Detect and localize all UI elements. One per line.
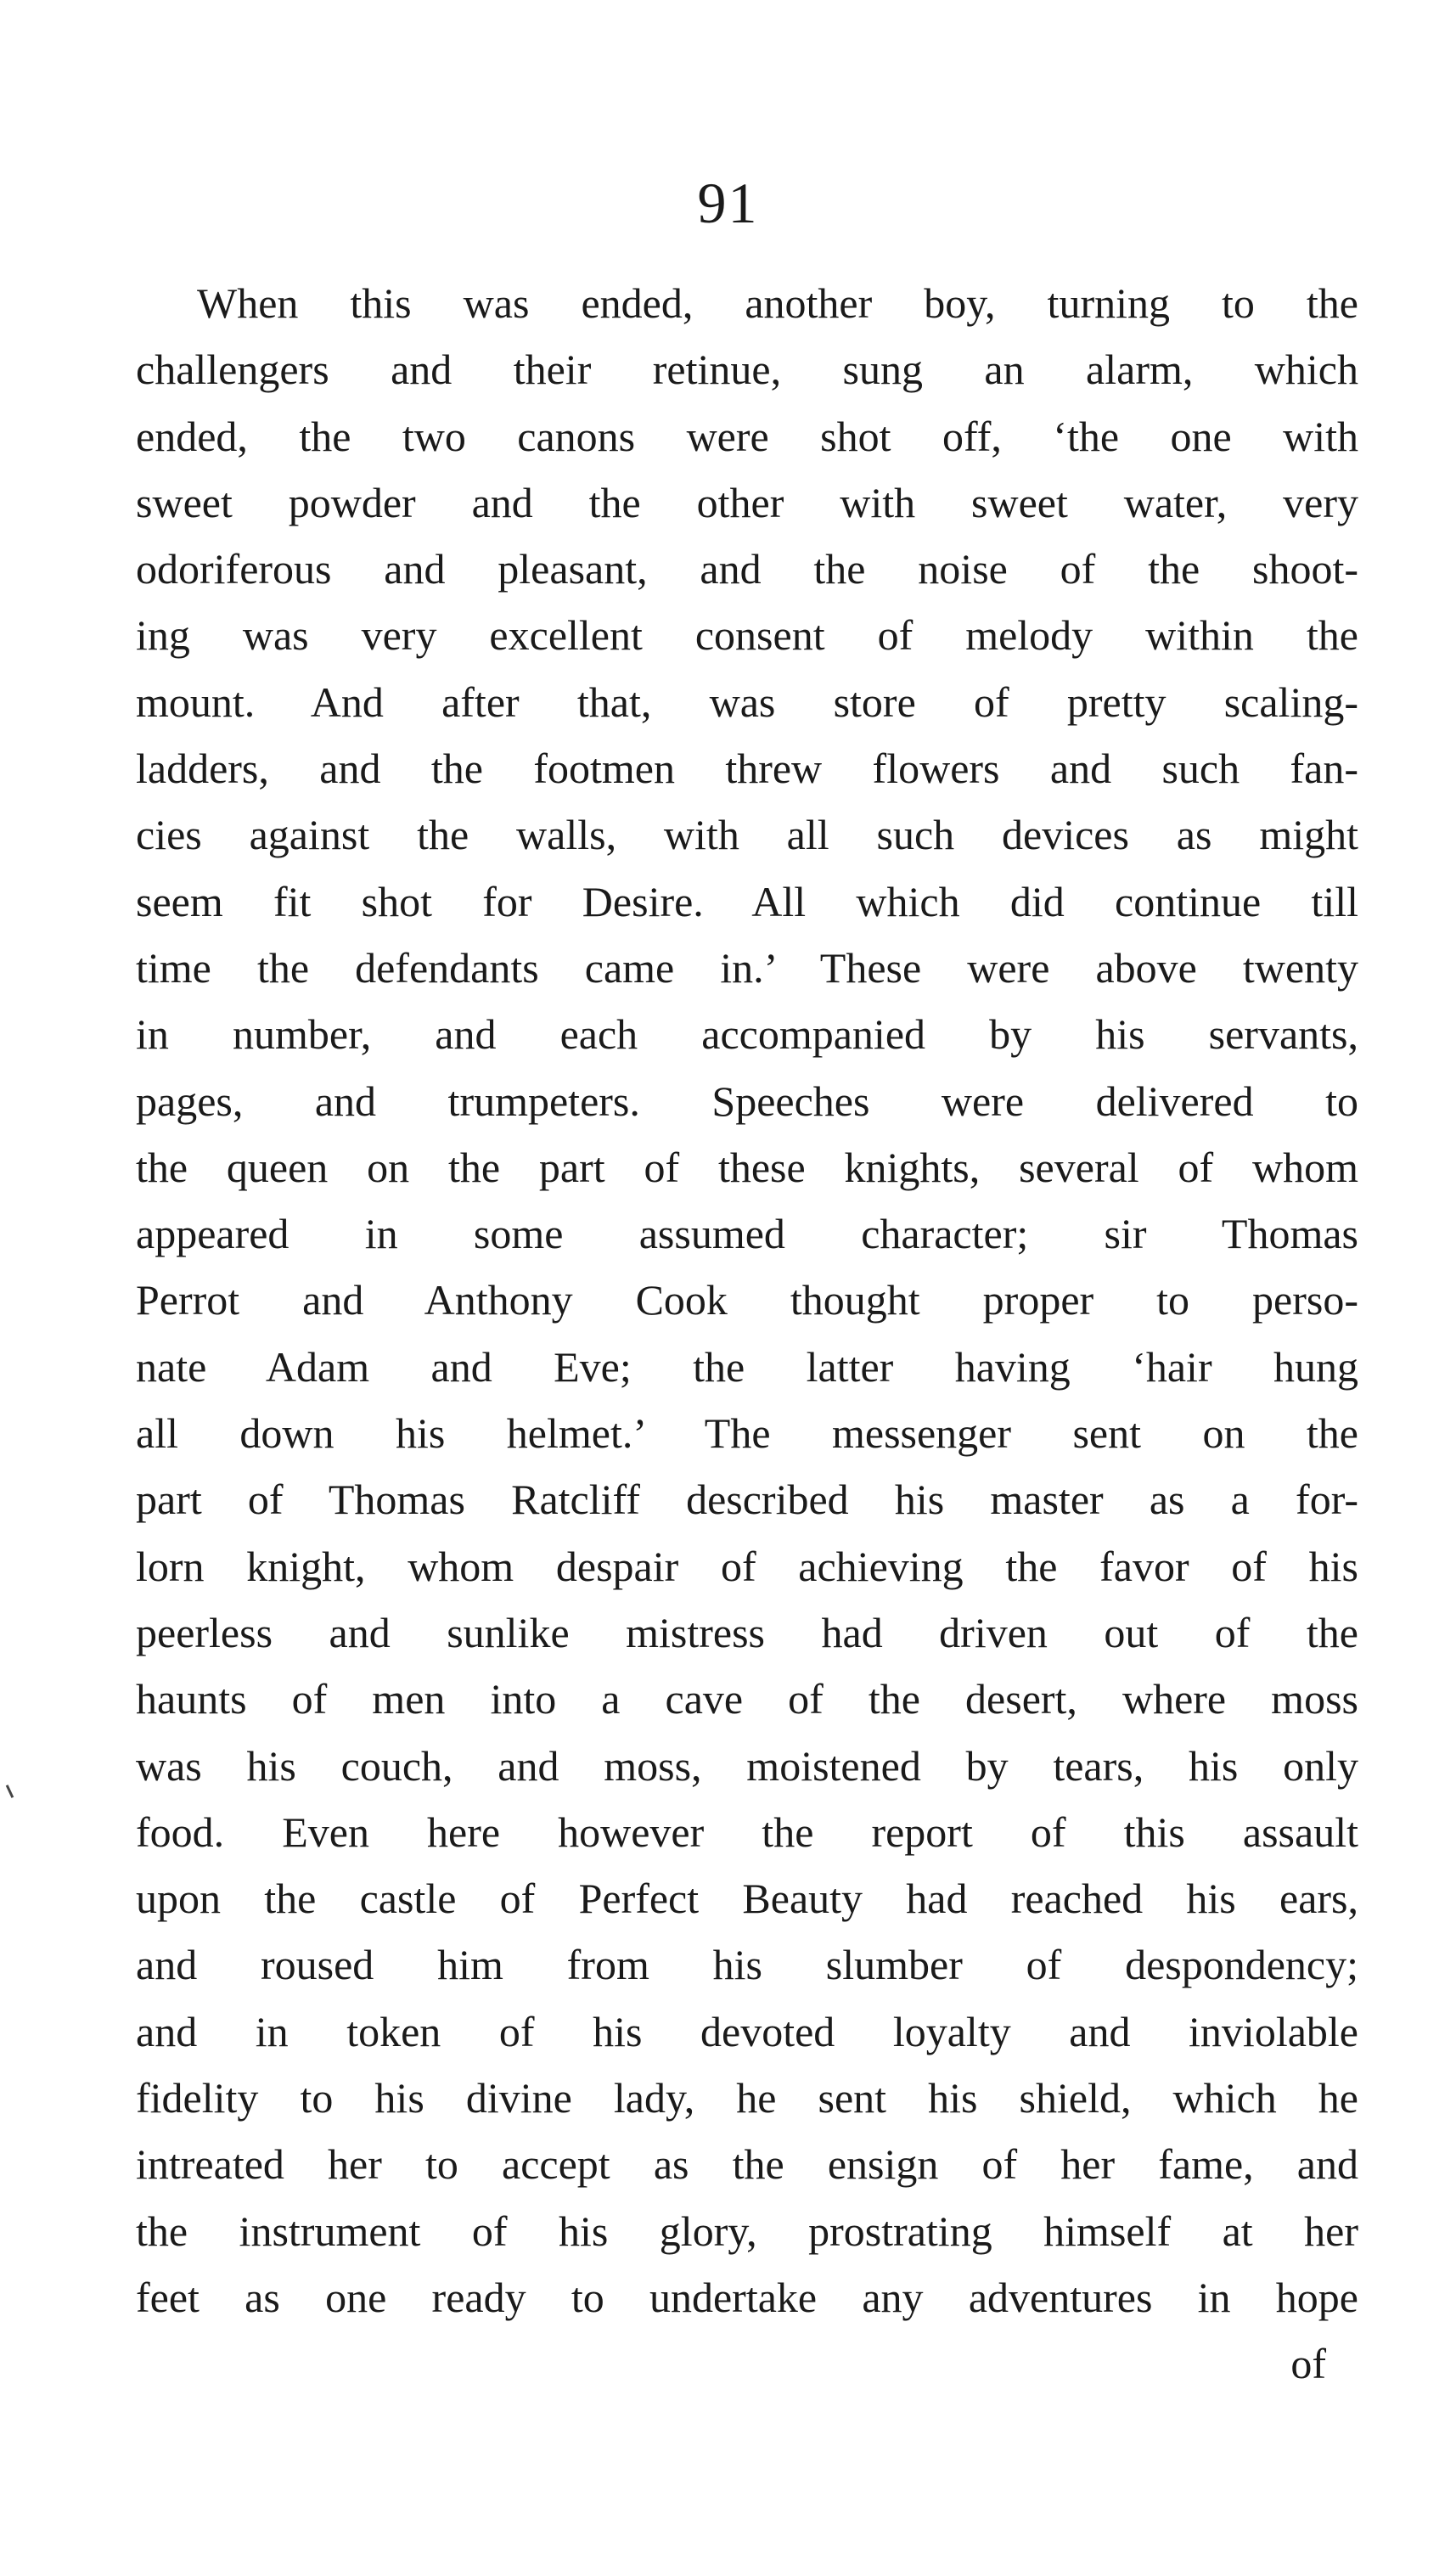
text-line: peerless and sunlike mistress had driven out of the xyxy=(136,1608,1358,1656)
text-line: the instrument of his glory, prostrating himself at her xyxy=(136,2207,1358,2255)
text-line: all down his helmet.’ The messenger sent on the xyxy=(136,1409,1358,1458)
text-line: fidelity to his divine lady, he sent his shield, which he xyxy=(136,2074,1358,2122)
text-line: food. Even here however the report of this assault xyxy=(136,1807,1358,1856)
text-line: upon the castle of Perfect Beauty had reached his ears, xyxy=(136,1875,1358,1923)
text-line: in number, and each accompanied by his servants, xyxy=(136,1010,1358,1059)
margin-mark xyxy=(6,1785,14,1798)
text-line: ended, the two canons were shot off, ‘the one with xyxy=(136,412,1358,460)
text-line: ing was very excellent consent of melody within the xyxy=(136,611,1358,660)
text-line: Perrot and Anthony Cook thought proper to perso- xyxy=(136,1276,1358,1324)
text-line: feet as one ready to undertake any adventures in hope xyxy=(136,2273,1358,2321)
page-number: 91 xyxy=(697,171,759,235)
text-line: challengers and their retinue, sung an alarm, which xyxy=(136,346,1358,394)
text-line: nate Adam and Eve; the latter having ‘hair hung xyxy=(136,1342,1358,1391)
text-line: intreated her to accept as the ensign of her fame, and xyxy=(136,2140,1358,2189)
text-line: sweet powder and the other with sweet water, very xyxy=(136,478,1358,526)
text-line: When this was ended, another boy, turning to the xyxy=(197,279,1358,327)
text-line: and roused him from his slumber of despondency; xyxy=(136,1941,1358,1989)
catchword: of xyxy=(1290,2340,1326,2388)
text-line: appeared in some assumed character; sir Thomas xyxy=(136,1210,1358,1258)
text-line: the queen on the part of these knights, several of whom xyxy=(136,1143,1358,1191)
text-line: odoriferous and pleasant, and the noise of the shoot- xyxy=(136,545,1358,593)
body-text xyxy=(136,270,1358,2398)
text-line: was his couch, and moss, moistened by tears, his only xyxy=(136,1741,1358,1790)
text-line: and in token of his devoted loyalty and inviolable xyxy=(136,2007,1358,2055)
text-line: pages, and trumpeters. Speeches were delivered to xyxy=(136,1077,1358,1125)
text-line: haunts of men into a cave of the desert, where moss xyxy=(136,1675,1358,1723)
text-line: time the defendants came in.’ These were above twenty xyxy=(136,943,1358,992)
text-line: ladders, and the footmen threw flowers and such fan- xyxy=(136,745,1358,793)
text-line: cies against the walls, with all such devices as might xyxy=(136,811,1358,859)
text-line: lorn knight, whom despair of achieving the favor of his xyxy=(136,1542,1358,1590)
text-line: seem fit shot for Desire. All which did continue till xyxy=(136,877,1358,925)
text-line: part of Thomas Ratcliff described his master as a for- xyxy=(136,1476,1358,1524)
text-line: mount. And after that, was store of pretty scaling- xyxy=(136,677,1358,726)
